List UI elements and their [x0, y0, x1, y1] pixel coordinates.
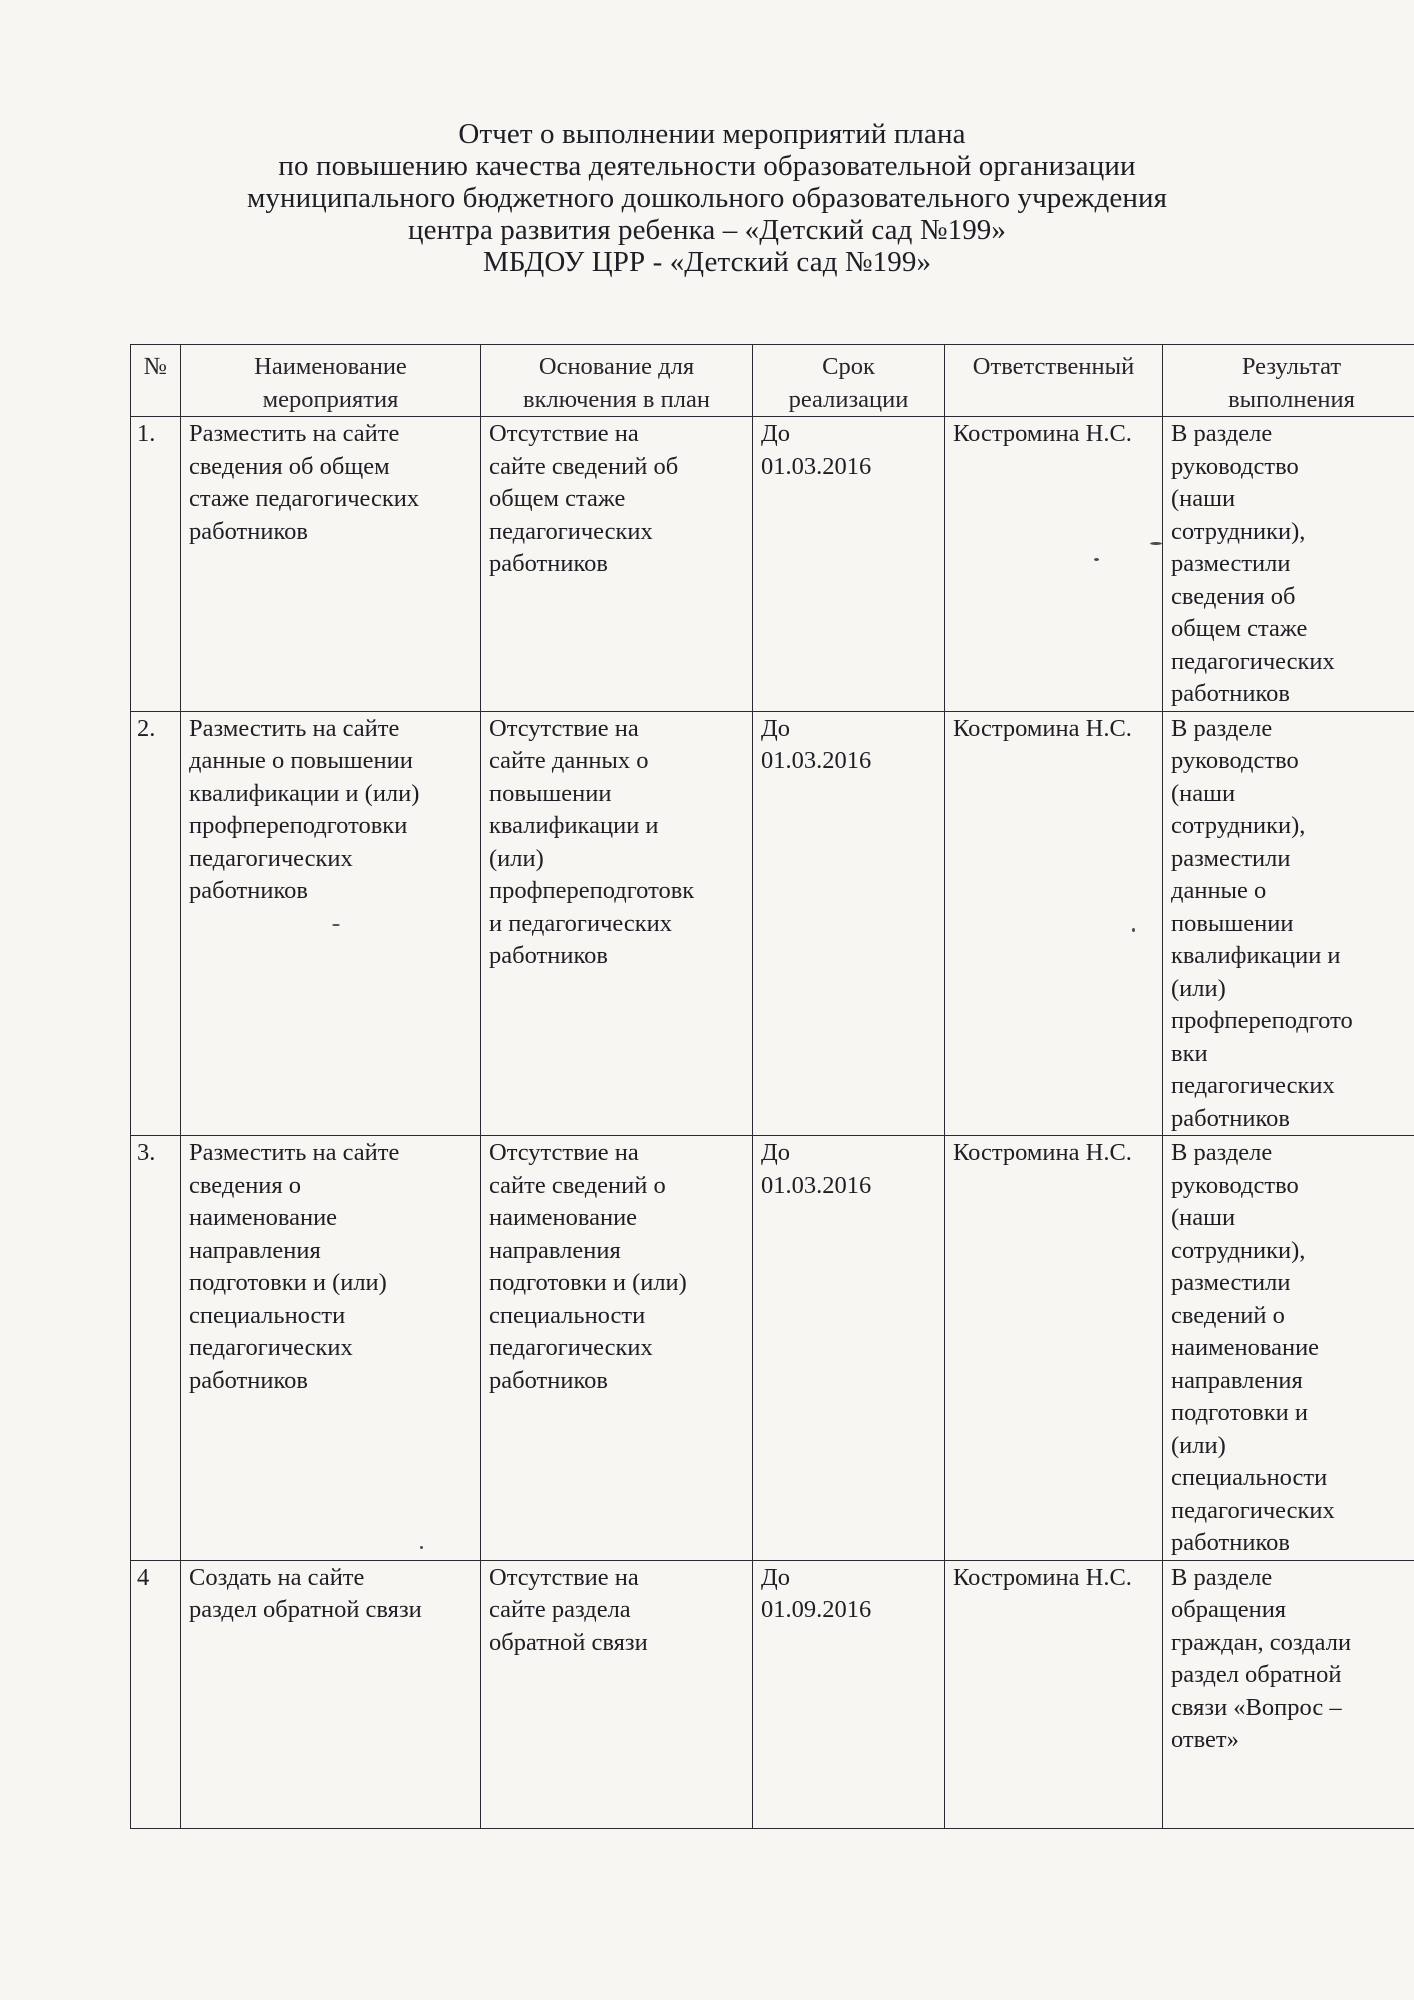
cell-result: В разделе обращения граждан, создали раздел обратной связи «Вопрос – ответ»	[1163, 1560, 1414, 1828]
cell-basis: Отсутствие на сайте раздела обратной связи	[481, 1560, 753, 1828]
header-activity-name: Наименование мероприятия	[181, 345, 481, 417]
cell-responsible: Костромина Н.С.	[945, 1136, 1163, 1561]
cell-responsible: Костромина Н.С.	[945, 417, 1163, 712]
cell-basis: Отсутствие на сайте сведений о наименование направления подготовки и (или) специальности педагогических работников	[481, 1136, 753, 1561]
cell-activity-name: Разместить на сайте данные о повышении квалификации и (или) профпереподготовки педагогических работников	[181, 711, 481, 1136]
cell-result: В разделе руководство (наши сотрудники), разместили сведения об общем стаже педагогических работников	[1163, 417, 1414, 712]
cell-deadline: До 01.03.2016	[753, 417, 945, 712]
table-row	[131, 1136, 1414, 1561]
cell-number: 4	[131, 1560, 181, 1828]
cell-activity-name: Разместить на сайте сведения об общем стаже педагогических работников	[181, 417, 481, 712]
title-line: Отчет о выполнении мероприятий плана	[458, 118, 966, 150]
cell-result: В разделе руководство (наши сотрудники), разместили сведений о наименование направления подготовки и (или) специальности педагогических работников	[1163, 1136, 1414, 1561]
table-header-row	[131, 345, 1414, 417]
cell-deadline: До 01.03.2016	[753, 711, 945, 1136]
scan-speck	[1150, 542, 1162, 545]
table-row	[131, 417, 1414, 712]
scan-speck	[420, 1546, 423, 1549]
cell-activity-name: Создать на сайте раздел обратной связи	[181, 1560, 481, 1828]
scan-speck	[1132, 928, 1135, 932]
cell-responsible: Костромина Н.С.	[945, 711, 1163, 1136]
title-line: по повышению качества деятельности образовательной организации	[278, 150, 1136, 182]
report-table-container	[130, 344, 1414, 1829]
title-line: центра развития ребенка – «Детский сад №199»	[408, 214, 1006, 246]
header-responsible: Ответственный	[945, 345, 1163, 417]
title-line: муниципального бюджетного дошкольного образовательного учреждения	[246, 182, 1168, 214]
document-title	[0, 118, 1414, 278]
cell-deadline: До 01.09.2016	[753, 1560, 945, 1828]
title-line: МБДОУ ЦРР - «Детский сад №199»	[482, 246, 932, 278]
cell-basis: Отсутствие на сайте сведений об общем стаже педагогических работников	[481, 417, 753, 712]
cell-result: В разделе руководство (наши сотрудники), разместили данные о повышении квалификации и (или) профпереподгото вки педагогических работников	[1163, 711, 1414, 1136]
cell-responsible: Костромина Н.С.	[945, 1560, 1163, 1828]
header-result: Результат выполнения	[1163, 345, 1414, 417]
table-row	[131, 1560, 1414, 1828]
cell-number: 2.	[131, 711, 181, 1136]
cell-basis: Отсутствие на сайте данных о повышении квалификации и (или) профпереподготовк и педагогических работников	[481, 711, 753, 1136]
scan-speck	[332, 924, 340, 926]
cell-number: 3.	[131, 1136, 181, 1561]
header-deadline: Срок реализации	[753, 345, 945, 417]
cell-number: 1.	[131, 417, 181, 712]
table-row	[131, 711, 1414, 1136]
report-table	[130, 344, 1414, 1829]
header-basis: Основание для включения в план	[481, 345, 753, 417]
header-number: №	[131, 345, 181, 417]
cell-activity-name: Разместить на сайте сведения о наименование направления подготовки и (или) специальности педагогических работников	[181, 1136, 481, 1561]
cell-deadline: До 01.03.2016	[753, 1136, 945, 1561]
scan-speck	[1094, 558, 1099, 561]
